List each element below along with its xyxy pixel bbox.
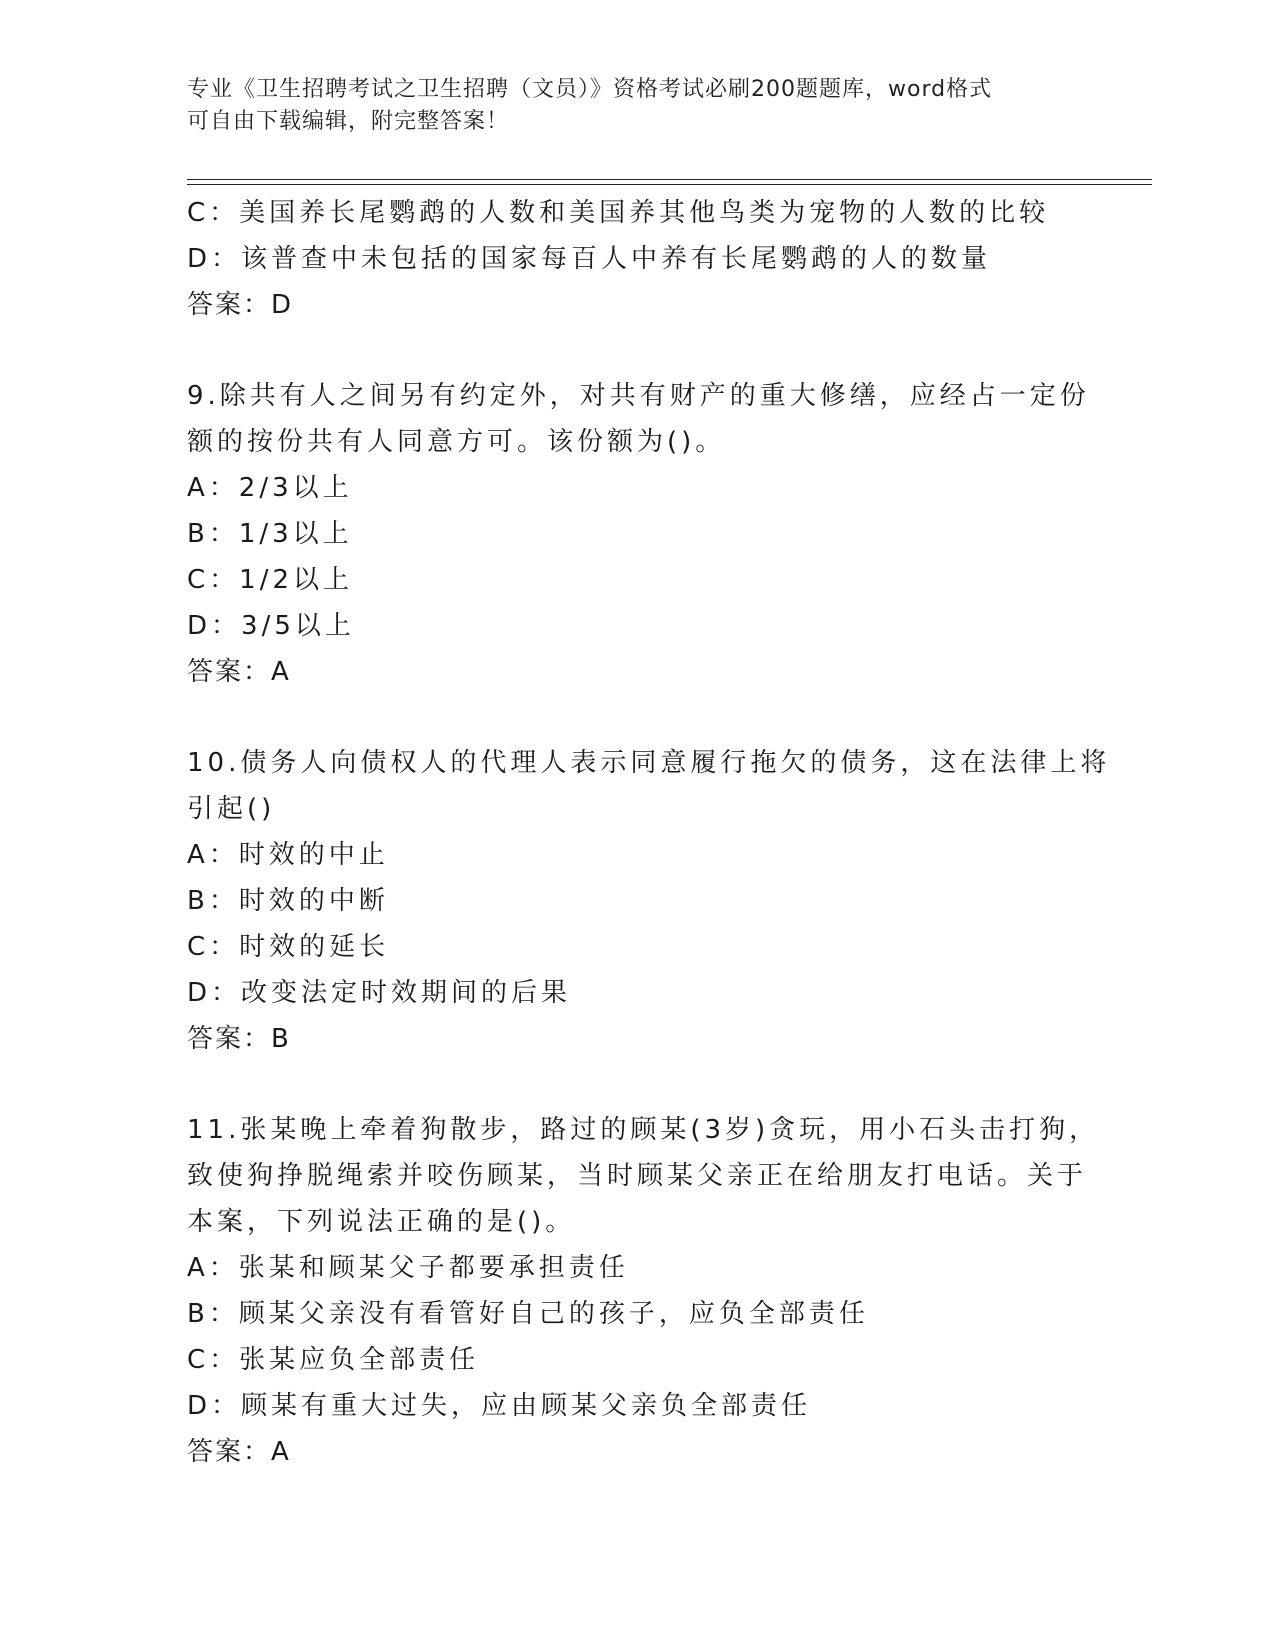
header-line-2: 可自由下载编辑，附完整答案！ [187,109,510,134]
question-stem-line: 9.除共有人之间另有约定外，对共有财产的重大修缮，应经占一定份 [187,381,1090,411]
question-stem-line: 11.张某晚上牵着狗散步，路过的顾某(3岁)贪玩，用小石头击打狗， [187,1115,1100,1145]
option-d: D：该普查中未包括的国家每百人中养有长尾鹦鹉的人的数量 [187,244,992,274]
spacer [187,695,1147,740]
header-line-1: 专业《卫生招聘考试之卫生招聘（文员）》资格考试必刷200题题库，word格式 [187,77,993,102]
option-d: D：顾某有重大过失，应由顾某父亲负全部责任 [187,1391,812,1421]
answer-line: 答案：B [187,1024,291,1054]
header-divider-top [187,179,1152,180]
option-c: C：张某应负全部责任 [187,1345,480,1375]
option-b: B：1/3以上 [187,519,353,549]
header-divider-bottom [187,184,1152,185]
option-c: C：美国养长尾鹦鹉的人数和美国养其他鸟类为宠物的人数的比较 [187,198,1050,228]
spacer [187,328,1147,373]
option-a: A：2/3以上 [187,473,353,503]
question-stem-line: 本案，下列说法正确的是()。 [187,1207,576,1237]
answer-line: 答案：A [187,1437,291,1467]
document-header [187,74,1067,138]
option-b: B：时效的中断 [187,886,389,916]
question-block-11 [187,1107,1147,1475]
option-d: D：改变法定时效期间的后果 [187,978,572,1008]
option-c: C：1/2以上 [187,565,353,595]
option-d: D：3/5以上 [187,611,355,641]
answer-line: 答案：D [187,290,294,320]
answer-line: 答案：A [187,657,291,687]
question-list [187,190,1147,1475]
spacer [187,1062,1147,1107]
question-block-10 [187,740,1147,1062]
question-block-9 [187,373,1147,695]
option-a: A：时效的中止 [187,840,389,870]
question-stem-line: 引起() [187,794,276,824]
question-stem-line: 致使狗挣脱绳索并咬伤顾某，当时顾某父亲正在给朋友打电话。关于 [187,1161,1088,1191]
option-b: B：顾某父亲没有看管好自己的孩子，应负全部责任 [187,1299,869,1329]
question-stem-line: 10.债务人向债权人的代理人表示同意履行拖欠的债务，这在法律上将 [187,748,1111,778]
question-stem-line: 额的按份共有人同意方可。该份额为()。 [187,427,726,457]
question-block-8 [187,190,1147,328]
option-a: A：张某和顾某父子都要承担责任 [187,1253,629,1283]
option-c: C：时效的延长 [187,932,390,962]
